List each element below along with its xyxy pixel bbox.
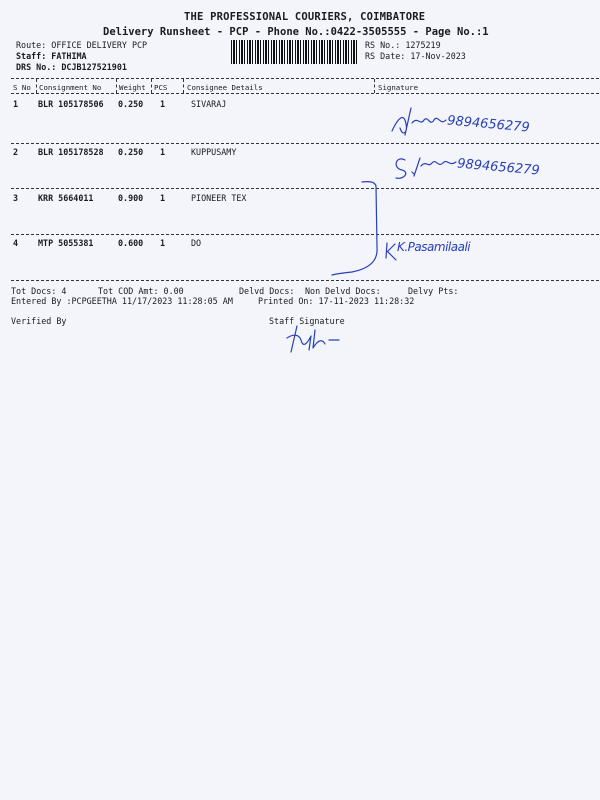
verified-by-label: Verified By [11,316,67,326]
signature-mark [386,243,396,260]
delvy-pts: Delvy Pts: [408,286,459,296]
entered-by: Entered By :PCPGEETHA 11/17/2023 11:28:05 AM [11,296,233,306]
handwritten-signature-row4: K.Pasamilaali [397,240,471,254]
row-consignee: SIVARAJ [191,99,227,109]
signature-mark [332,182,377,275]
tot-docs: Tot Docs: 4 [11,286,67,296]
row-weight: 0.600 [118,238,144,248]
drs-number: DRS No.: DCJB127521901 [16,62,127,72]
row-weight: 0.250 [118,99,144,109]
runsheet-title: Delivery Runsheet - PCP - Phone No.:0422-3505555 - Page No.:1 [103,26,489,38]
company-name: THE PROFESSIONAL COURIERS, COIMBATORE [184,11,426,23]
row-weight: 0.900 [118,193,144,203]
col-header-weight: Weight [119,83,146,92]
row-consignee: KUPPUSAMY [191,147,237,157]
handwritten-signatures [0,0,600,360]
row-pcs: 1 [160,193,166,203]
staff-signature-label: Staff Signature [269,316,345,326]
delvd-docs: Delvd Docs: [239,286,295,296]
row-consignee: DO [191,238,202,248]
non-delvd-docs: Non Delvd Docs: [305,286,381,296]
row-pcs: 1 [160,238,166,248]
row-consignment: MTP 5055381 [38,238,94,248]
staff-signature-mark [285,322,355,358]
row-consignment: BLR 105178528 [38,147,104,157]
col-header-consignee: Consignee Details [187,83,263,92]
tot-cod-amt: Tot COD Amt: 0.00 [98,286,184,296]
handwritten-phone-2: 9894656279 [456,156,541,179]
signature-mark [392,108,446,135]
rs-number: RS No.: 1275219 [365,40,441,50]
staff-label: Staff: FATHIMA [16,51,87,61]
row-consignment: KRR 5664011 [38,193,94,203]
col-header-consignment: Consignment No [39,83,102,92]
signature-mark [396,158,456,178]
row-consignee: PIONEER TEX [191,193,247,203]
row-sno: 4 [13,238,19,248]
col-header-pcs: PCS [154,83,168,92]
row-sno: 3 [13,193,19,203]
row-pcs: 1 [160,99,166,109]
row-pcs: 1 [160,147,166,157]
handwritten-phone-1: 9894656279 [446,113,531,136]
row-consignment: BLR 105178506 [38,99,104,109]
row-sno: 1 [13,99,19,109]
row-sno: 2 [13,147,19,157]
row-weight: 0.250 [118,147,144,157]
rs-date: RS Date: 17-Nov-2023 [365,51,466,61]
printed-on: Printed On: 17-11-2023 11:28:32 [258,296,415,306]
route-label: Route: OFFICE DELIVERY PCP [16,40,148,50]
col-header-sno: S No [13,83,31,92]
col-header-signature: Signature [378,83,419,92]
